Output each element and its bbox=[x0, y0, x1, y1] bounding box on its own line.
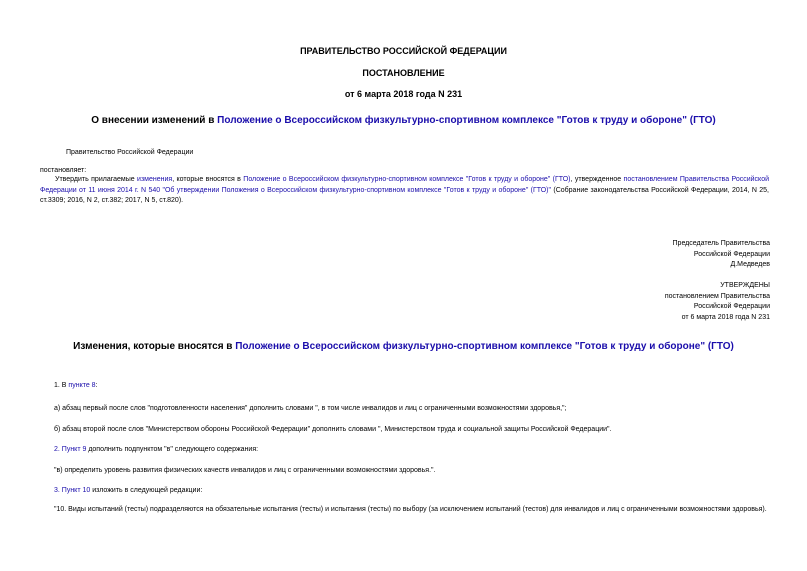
document-type-heading: ПОСТАНОВЛЕНИЕ bbox=[362, 68, 445, 78]
item-1-text-2: : bbox=[95, 382, 98, 389]
item-2v: "в) определить уровень развития физических качеств инвалидов и лиц с ограниченными возможностями здоровья.". bbox=[54, 467, 436, 474]
para1-text-1: Утвердить прилагаемые bbox=[55, 176, 138, 183]
item-1 bbox=[54, 381, 98, 391]
resolves-text: постановляет: bbox=[40, 167, 87, 174]
changes-link[interactable]: изменения bbox=[137, 176, 173, 183]
changes-title bbox=[0, 341, 807, 352]
item-1a: а) абзац первый после слов "подготовленности населения" дополнить словами ", в том числе инвалидов и лиц с ограниченными возможностями здоровья,"; bbox=[54, 405, 567, 412]
signature-block bbox=[673, 239, 770, 271]
document-title bbox=[0, 115, 807, 126]
resolution-540-link[interactable]: постановлением Правительства Российской Федерации от 11 июня 2014 г. N 540 "Об утверждении Положения о Всероссийском физкультурно-спортивном комплексе "Готов к труду и обороне" (ГТО)" bbox=[40, 176, 769, 194]
changes-title-link[interactable]: Положение о Всероссийском физкультурно-спортивном комплексе "Готов к труду и обороне" (ГТО) bbox=[235, 341, 734, 352]
approved-line-3: Российской Федерации bbox=[693, 303, 770, 310]
signature-line-1: Председатель Правительства bbox=[672, 240, 770, 247]
approved-block bbox=[665, 281, 770, 323]
resolution-paragraph bbox=[40, 175, 769, 207]
para1-text-2: , которые вносятся в bbox=[172, 176, 244, 183]
approved-line-2: постановлением Правительства bbox=[664, 292, 770, 300]
item-1b: б) абзац второй после слов "Министерством обороны Российской Федерации" дополнить словами ", Министерством труда и социальной защиты Российской Федерации". bbox=[54, 426, 612, 433]
para1-text-4: (Собрание законодательства Российской Федерации, 2014, N 25, ст.3309; 2016, N 2, ст.382; 2017, N 5, ст.820). bbox=[40, 186, 770, 204]
item-2-link[interactable]: 2. Пункт 9 bbox=[54, 446, 87, 453]
document-title-link[interactable]: Положение о Всероссийском физкультурно-спортивном комплексе "Готов к труду и обороне" (ГТО) bbox=[217, 115, 716, 126]
regulation-link[interactable]: Положение о Всероссийском физкультурно-спортивном комплексе "Готов к труду и обороне" (ГТО) bbox=[243, 176, 571, 183]
item-3 bbox=[54, 486, 202, 496]
item-2 bbox=[54, 445, 258, 455]
item-3-text: изложить в следующей редакции: bbox=[90, 487, 203, 494]
signature-line-2: Российской Федерации bbox=[693, 250, 770, 258]
approved-line-4: от 6 марта 2018 года N 231 bbox=[681, 313, 770, 321]
signature-line-3: Д.Медведев bbox=[730, 261, 770, 268]
item-1-text-1: 1. В bbox=[54, 382, 69, 389]
changes-title-prefix: Изменения, которые вносятся в bbox=[73, 341, 236, 352]
government-heading: ПРАВИТЕЛЬСТВО РОССИЙСКОЙ ФЕДЕРАЦИИ bbox=[300, 46, 507, 56]
approved-line-1: УТВЕРЖДЕНЫ bbox=[720, 282, 770, 289]
document-date-number: от 6 марта 2018 года N 231 bbox=[344, 89, 463, 99]
government-name: Правительство Российской Федерации bbox=[66, 149, 194, 156]
document-title-prefix: О внесении изменений в bbox=[91, 115, 218, 126]
item-2-text: дополнить подпунктом "в" следующего содержания: bbox=[86, 446, 259, 453]
item-1-link[interactable]: пункте 8 bbox=[68, 382, 96, 389]
item-3-link[interactable]: 3. Пункт 10 bbox=[54, 487, 91, 494]
item-3-text-paragraph: "10. Виды испытаний (тесты) подразделяются на обязательные испытания (тесты) и испытания (тесты) по выбору (за исключением испытаний (тестов) для инвалидов и лиц с ограниченными возможностями здоровья). bbox=[54, 506, 767, 513]
para1-text-3: , утвержденное bbox=[570, 176, 624, 183]
